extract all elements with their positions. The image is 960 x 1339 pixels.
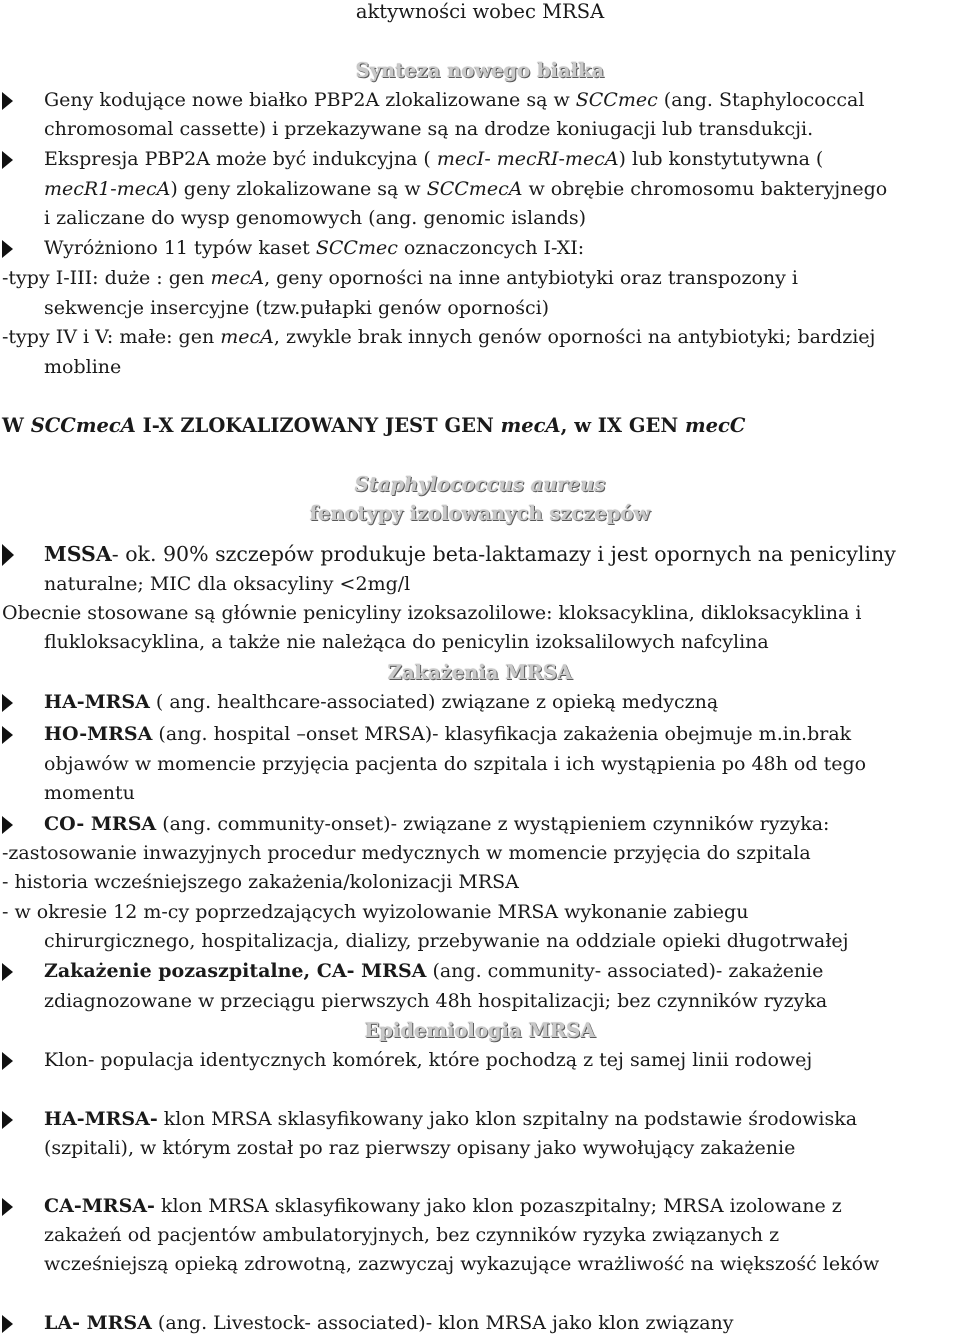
- bullet-arrow-icon: [2, 1111, 13, 1129]
- paragraph-line: sekwencje insercyjne (tzw.pułapki genów oporności): [44, 297, 550, 319]
- bullet-arrow-icon: [2, 1052, 13, 1070]
- paragraph-line: zakażeń od pacjentów ambulatoryjnych, bez czynników ryzyka związanych z: [44, 1224, 780, 1246]
- bullet-arrow-icon: [2, 544, 14, 566]
- paragraph-line: Ekspresja PBP2A może być indukcyjna ( mecI- mecRI-mecA) lub konstytutywna (: [44, 148, 824, 170]
- paragraph-line: mobline: [44, 356, 122, 378]
- paragraph-line: -typy I-III: duże : gen mecA, geny oporności na inne antybiotyki oraz transpozony i: [2, 267, 798, 289]
- bullet-arrow-icon: [2, 963, 13, 981]
- paragraph-line: MSSA- ok. 90% szczepów produkuje beta-laktamazy i jest opornych na penicyliny: [44, 542, 896, 566]
- paragraph-line: objawów w momencie przyjęcia pacjenta do szpitala i ich wystąpienia po 48h od tego: [44, 753, 867, 775]
- paragraph-line: (szpitali), w którym został po raz pierwszy opisany jako wywołujący zakażenie: [44, 1137, 796, 1159]
- paragraph-line: i zaliczane do wysp genomowych (ang. genomic islands): [44, 207, 587, 229]
- bullet-arrow-icon: [2, 1198, 13, 1216]
- paragraph-line: CA-MRSA- klon MRSA sklasyfikowany jako klon pozaszpitalny; MRSA izolowane z: [44, 1195, 842, 1217]
- paragraph-line: LA- MRSA (ang. Livestock- associated)- klon MRSA jako klon związany: [44, 1312, 734, 1334]
- bullet-arrow-icon: [2, 1315, 13, 1333]
- paragraph-line: CO- MRSA (ang. community-onset)- związane z wystąpieniem czynników ryzyka:: [44, 813, 830, 835]
- paragraph-line: Wyróżniono 11 typów kaset SCCmec oznaczoncych I-XI:: [44, 237, 585, 259]
- section-heading-epidemiologia: Epidemiologia MRSA: [364, 1019, 596, 1042]
- paragraph-line: wcześniejszą opieką zdrowotną, zazwyczaj wykazujące wrażliwość na większość leków: [44, 1253, 880, 1275]
- bullet-arrow-icon: [2, 92, 13, 110]
- paragraph-line: -zastosowanie inwazyjnych procedur medycznych w momencie przyjęcia do szpitala: [2, 842, 811, 864]
- paragraph-line: mecR1-mecA) geny zlokalizowane są w SCCmecA w obrębie chromosomu bakteryjnego: [44, 178, 888, 200]
- bullet-arrow-icon: [2, 816, 13, 834]
- continuation-line: aktywności wobec MRSA: [355, 0, 605, 23]
- paragraph-line: momentu: [44, 782, 135, 804]
- section-heading-fenotypy: fenotypy izolowanych szczepów: [309, 502, 651, 525]
- paragraph-line: - historia wcześniejszego zakażenia/kolonizacji MRSA: [2, 871, 519, 893]
- bold-statement: W SCCmecA I-X ZLOKALIZOWANY JEST GEN mecA, w IX GEN mecC: [2, 414, 746, 437]
- paragraph-line: Klon- populacja identycznych komórek, które pochodzą z tej samej linii rodowej: [44, 1049, 813, 1071]
- paragraph-line: - w okresie 12 m-cy poprzedzających wyizolowanie MRSA wykonanie zabiegu: [2, 901, 749, 923]
- section-heading-zakazenia: Zakażenia MRSA: [387, 661, 573, 684]
- paragraph-line: Geny kodujące nowe białko PBP2A zlokalizowane są w SCCmec (ang. Staphylococcal: [44, 89, 865, 111]
- bullet-arrow-icon: [2, 726, 13, 744]
- bullet-arrow-icon: [2, 151, 13, 169]
- paragraph-line: Obecnie stosowane są głównie penicyliny izoksazolilowe: kloksacyklina, dikloksacyklina i: [2, 602, 862, 624]
- paragraph-line: HA-MRSA ( ang. healthcare-associated) związane z opieką medyczną: [44, 691, 719, 713]
- paragraph-line: Zakażenie pozaszpitalne, CA- MRSA (ang. community- associated)- zakażenie: [44, 960, 824, 982]
- paragraph-line: chirurgicznego, hospitalizacja, dializy, przebywanie na oddziale opieki długotrwałej: [44, 930, 849, 952]
- bullet-arrow-icon: [2, 694, 13, 712]
- bullet-arrow-icon: [2, 240, 13, 258]
- section-heading-staph: Staphylococcus aureus: [354, 473, 606, 496]
- paragraph-line: naturalne; MIC dla oksacyliny <2mg/l: [44, 573, 411, 595]
- paragraph-line: flukloksacyklina, a także nie należąca do penicylin izoksalilowych nafcylina: [44, 631, 769, 653]
- paragraph-line: HO-MRSA (ang. hospital –onset MRSA)- klasyfikacja zakażenia obejmuje m.in.brak: [44, 723, 852, 745]
- paragraph-line: -typy IV i V: małe: gen mecA, zwykle brak innych genów oporności na antybiotyki; bardziej: [2, 326, 876, 348]
- paragraph-line: chromosomal cassette) i przekazywane są na drodze koniugacji lub transdukcji.: [44, 118, 814, 140]
- paragraph-line: zdiagnozowane w przeciągu pierwszych 48h hospitalizacji; bez czynników ryzyka: [44, 990, 828, 1012]
- paragraph-line: HA-MRSA- klon MRSA sklasyfikowany jako klon szpitalny na podstawie środowiska: [44, 1108, 858, 1130]
- section-heading-synteza: Synteza nowego białka: [355, 59, 605, 82]
